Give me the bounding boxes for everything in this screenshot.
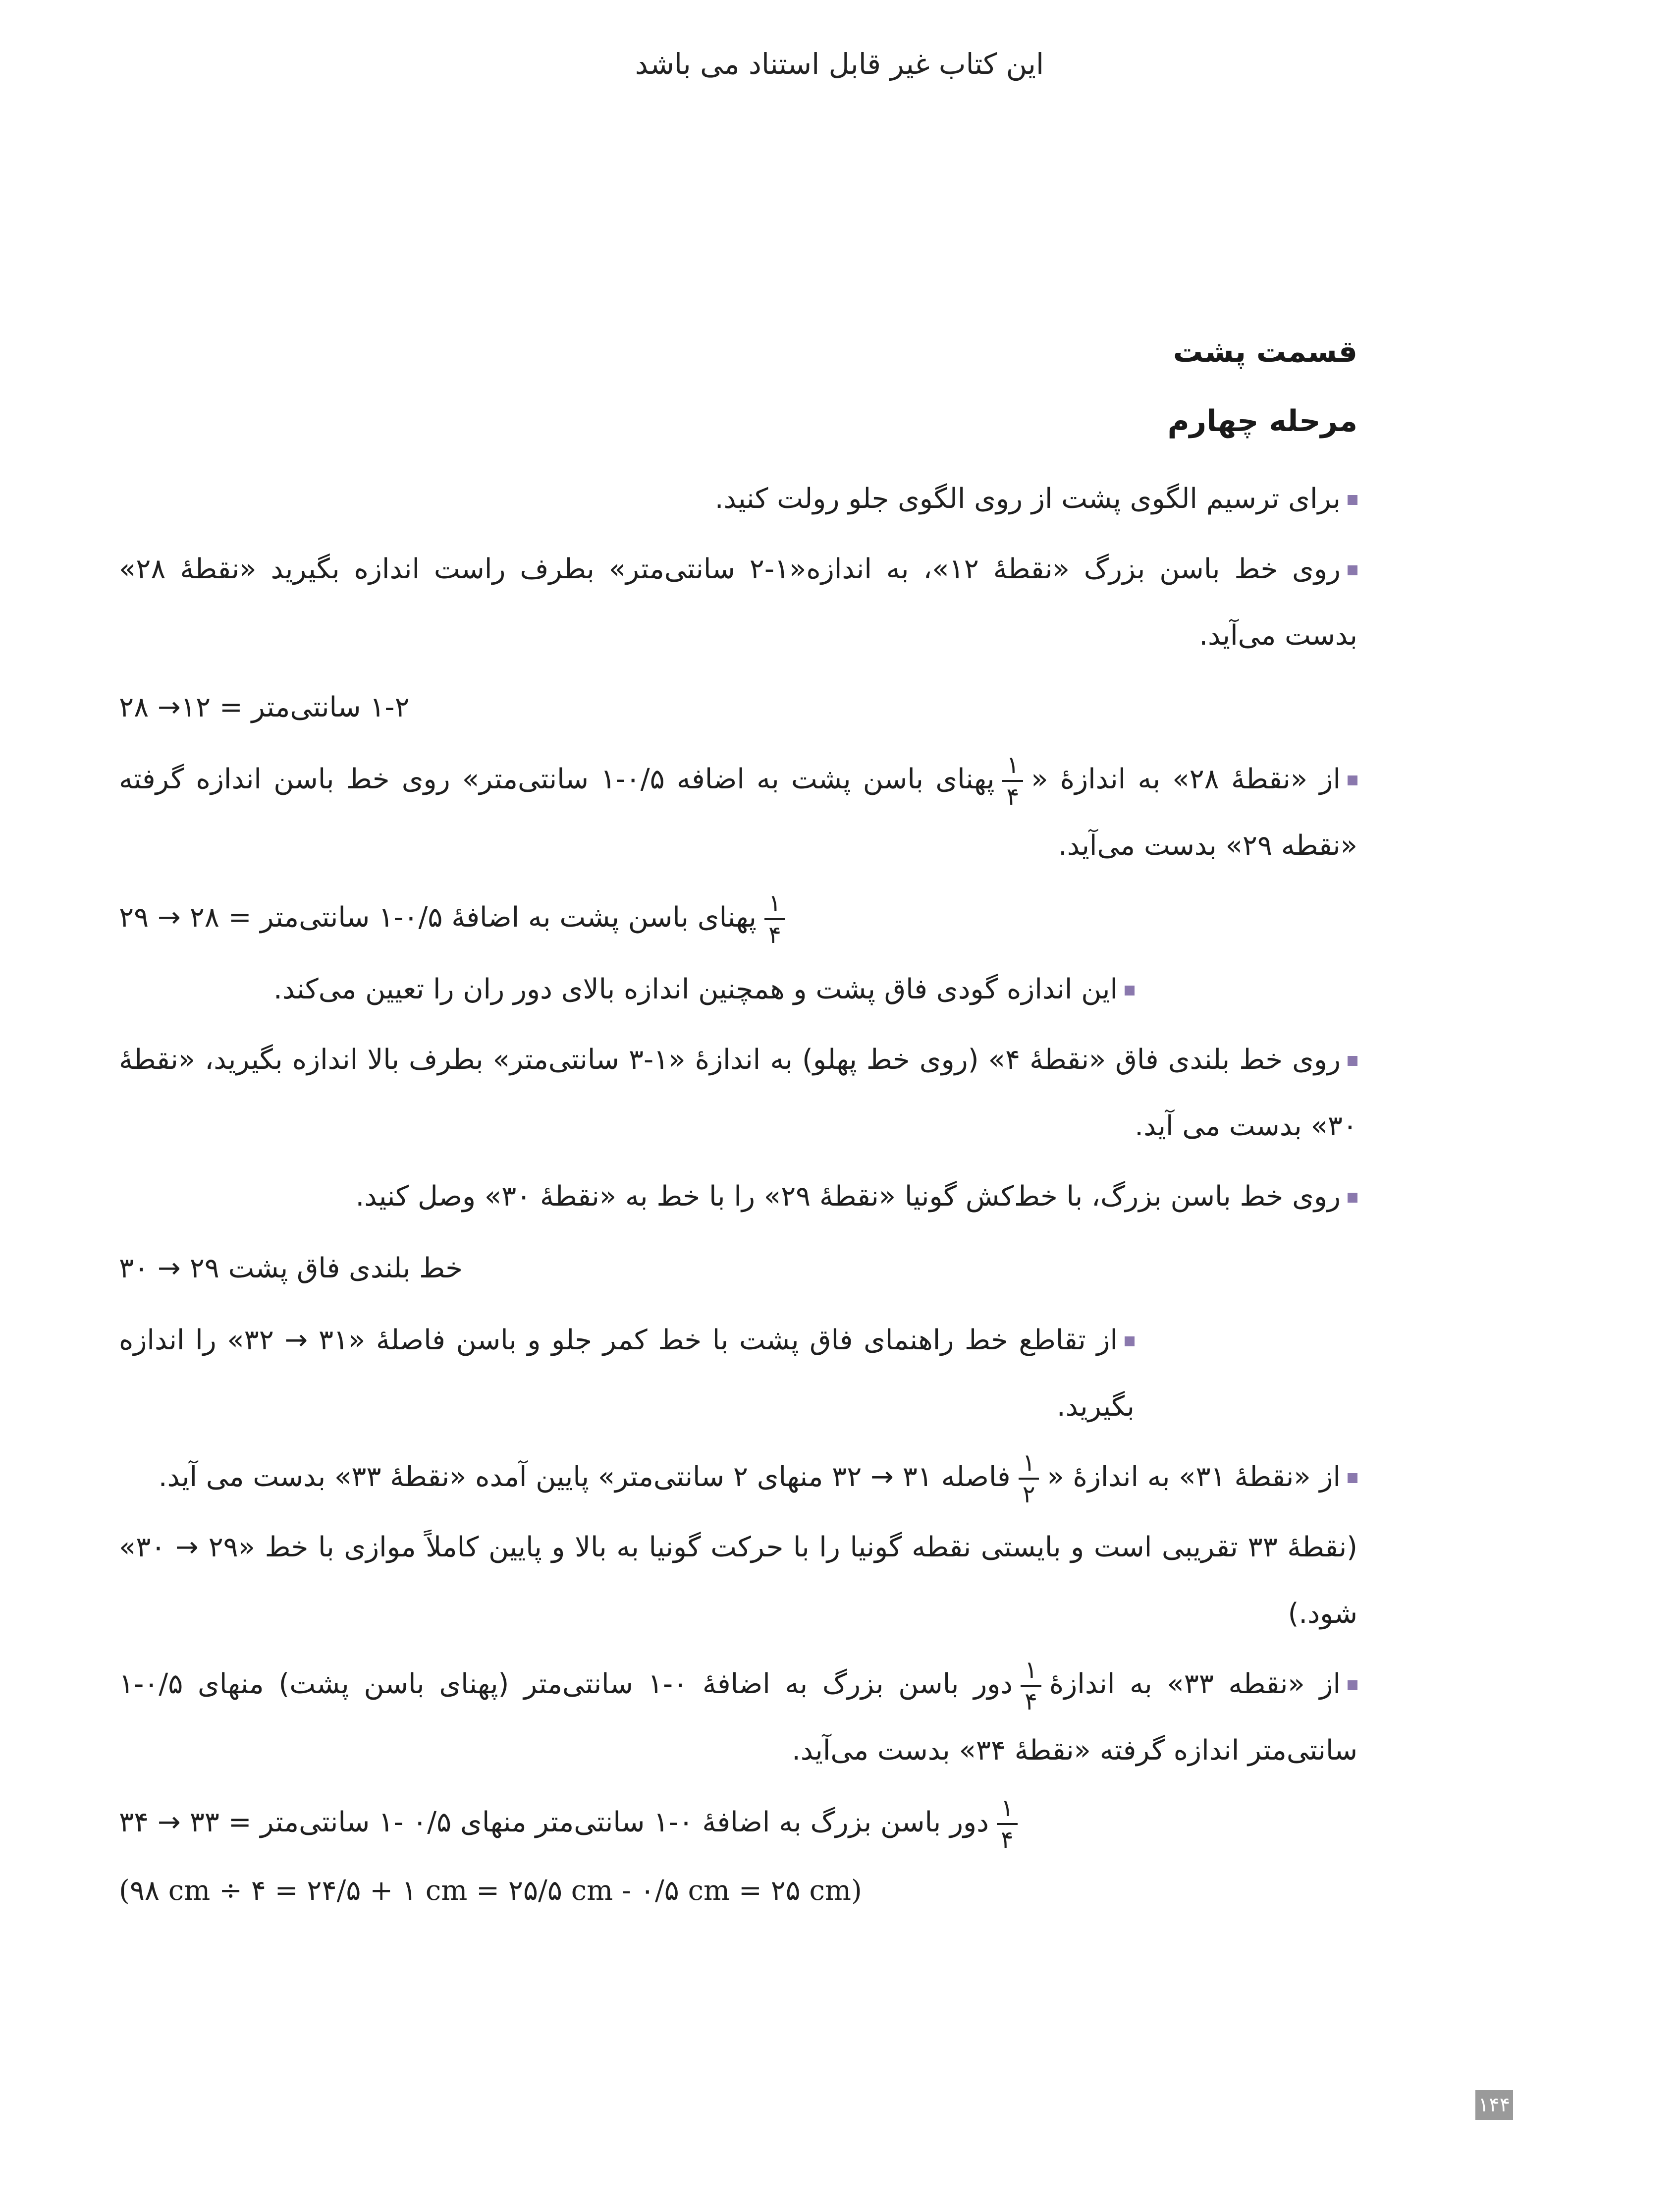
- bullet-paragraph-6: روی خط باسن بزرگ، با خط‌کش گونیا «نقطهٔ ۲۹» را با خط به «نقطهٔ ۳۰» وصل کنید.: [119, 1163, 1357, 1230]
- fraction-quarter: $\frac{۱}{۴}$: [997, 1796, 1018, 1852]
- equation-3: خط بلندی فاق پشت ۲۹ → ۳۰: [119, 1252, 463, 1284]
- page-header: این کتاب غیر قابل استناد می باشد: [635, 47, 1044, 81]
- bullet-paragraph-1: برای ترسیم الگوی پشت از روی الگوی جلو رولت کنید.: [119, 466, 1357, 532]
- equation-4: $\frac{۱}{۴}$ دور باسن بزرگ به اضافهٔ ۰-۱ سانتی‌متر منهای ۰/۵ -۱ سانتی‌متر = ۳۳ → ۳۴: [119, 1788, 1357, 1857]
- bullet-paragraph-9: از «نقطه ۳۳» به اندازهٔ $\frac{۱}{۴}$ دور باسن بزرگ به اضافهٔ ۰-۱ سانتی‌متر (پهنای باسن پشت) منهای ۰/۵-۱ سانتی‌متر اندازه گرفته «نقطهٔ ۳۴» بدست می‌آید.: [119, 1651, 1357, 1784]
- bullet-paragraph-4: این اندازه گودی فاق پشت و همچنین اندازه بالای دور ران را تعیین می‌کند.: [119, 956, 1357, 1023]
- main-content: [119, 327, 1357, 1921]
- fraction-quarter: $\frac{۱}{۴}$: [1021, 1658, 1041, 1714]
- fraction-quarter: $\frac{۱}{۴}$: [764, 891, 785, 947]
- page-number-badge: ۱۴۴: [1475, 2090, 1513, 2120]
- equation-2: $\frac{۱}{۴}$ پهنای باسن پشت به اضافهٔ ۰/۵-۱ سانتی‌متر = ۲۸ → ۲۹: [119, 883, 1357, 952]
- section-title: قسمت پشت: [1173, 334, 1357, 369]
- bullet-paragraph-5: روی خط بلندی فاق «نقطهٔ ۴» (روی خط پهلو) به اندازهٔ «۱-۳ سانتی‌متر» بطرف بالا اندازه بگیرید، «نقطهٔ ۳۰» بدست می آید.: [119, 1027, 1357, 1160]
- equation-1: ۱-۲ سانتی‌متر = ۱۲→ ۲۸: [119, 691, 410, 723]
- calculation-formula: (۹۸ cm ÷ ۴ = ۲۴/۵ + ۱ cm = ۲۵/۵ cm - ۰/۵ cm = ۲۵ cm): [119, 1875, 862, 1907]
- bullet-paragraph-2: روی خط باسن بزرگ «نقطهٔ ۱۲»، به اندازه«۱-۲ سانتی‌متر» بطرف راست اندازه بگیرید «نقطهٔ ۲۸» بدست می‌آید.: [119, 536, 1357, 669]
- fraction-quarter: $\frac{۱}{۴}$: [1002, 753, 1023, 809]
- bullet-paragraph-7: از تقاطع خط راهنمای فاق پشت با خط کمر جلو و باسن فاصلهٔ «۳۱ → ۳۲» را اندازه بگیرید.: [119, 1307, 1357, 1440]
- fraction-half: $\frac{۱}{۲}$: [1019, 1451, 1039, 1506]
- section-subtitle: مرحله چهارم: [1167, 404, 1357, 439]
- bullet-paragraph-3: از «نقطهٔ ۲۸» به اندازهٔ « $\frac{۱}{۴}$ پهنای باسن پشت به اضافه ۰/۵-۱ سانتی‌متر» روی خط باسن اندازه گرفته «نقطه ۲۹» بدست می‌آید.: [119, 746, 1357, 879]
- note-paragraph: (نقطهٔ ۳۳ تقریبی است و بایستی نقطه گونیا را با حرکت گونیا به بالا و پایین کاملاً موازی با خط «۲۹ → ۳۰» شود.): [119, 1531, 1357, 1630]
- bullet-paragraph-8: از «نقطهٔ ۳۱» به اندازهٔ « $\frac{۱}{۲}$ فاصله ۳۱ → ۳۲ منهای ۲ سانتی‌متر» پایین آمده «نقطهٔ ۳۳» بدست می آید.: [119, 1444, 1357, 1510]
